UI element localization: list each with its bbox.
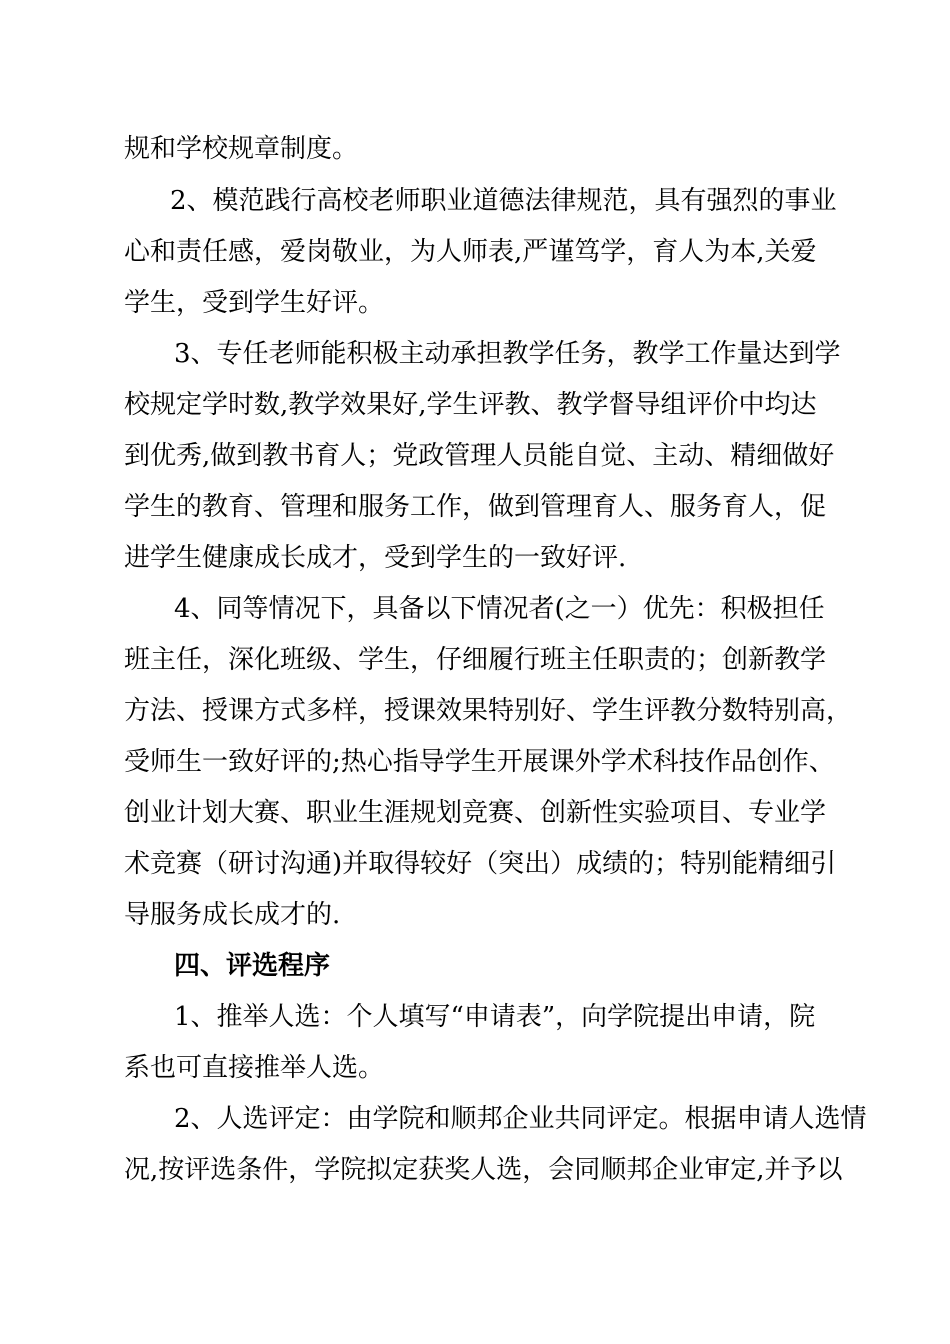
text-line-item-4: 4、同等情况下，具备以下情况者(之一）优先：积极担任 xyxy=(174,594,825,624)
text-line: 术竞赛（研讨沟通)并取得较好（突出）成绩的；特别能精细引 xyxy=(124,849,837,879)
text-line: 班主任，深化班级、学生，仔细履行班主任职责的；创新教学 xyxy=(124,645,827,675)
text-line-step-2: 2、人选评定：由学院和顺邦企业共同评定。根据申请人选情 xyxy=(174,1104,867,1134)
text-line-step-1: 1、推举人选：个人填写“申请表”，向学院提出申请，院 xyxy=(174,1002,816,1032)
text-line: 方法、授课方式多样，授课效果特别好、学生评教分数特别高， xyxy=(124,696,853,726)
text-line: 况,按评选条件，学院拟定获奖人选，会同顺邦企业审定,并予以 xyxy=(124,1155,843,1185)
text-line-item-2: 2、模范践行高校老师职业道德法律规范，具有强烈的事业 xyxy=(170,186,837,216)
text-line: 导服务成长成才的. xyxy=(124,900,341,930)
text-line-continuation: 规和学校规章制度。 xyxy=(124,134,359,164)
text-line: 心和责任感，爱岗敬业，为人师表,严谨笃学，育人为本,关爱 xyxy=(124,237,817,267)
text-line: 到优秀,做到教书育人；党政管理人员能自觉、主动、精细做好 xyxy=(124,441,835,471)
text-line: 受师生一致好评的;热心指导学生开展课外学术科技作品创作、 xyxy=(124,747,835,777)
text-line-item-3: 3、专任老师能积极主动承担教学任务，教学工作量达到学 xyxy=(174,339,841,369)
text-line: 进学生健康成长成才，受到学生的一致好评. xyxy=(124,543,627,573)
text-line: 学生的教育、管理和服务工作，做到管理育人、服务育人，促 xyxy=(124,492,827,522)
text-line: 系也可直接推举人选。 xyxy=(124,1053,385,1083)
text-line: 学生，受到学生好评。 xyxy=(124,288,385,318)
text-line: 创业计划大赛、职业生涯规划竞赛、创新性实验项目、专业学 xyxy=(124,798,827,828)
section-heading-4: 四、评选程序 xyxy=(174,951,331,981)
text-line: 校规定学时数,教学效果好,学生评教、教学督导组评价中均达 xyxy=(124,390,817,420)
